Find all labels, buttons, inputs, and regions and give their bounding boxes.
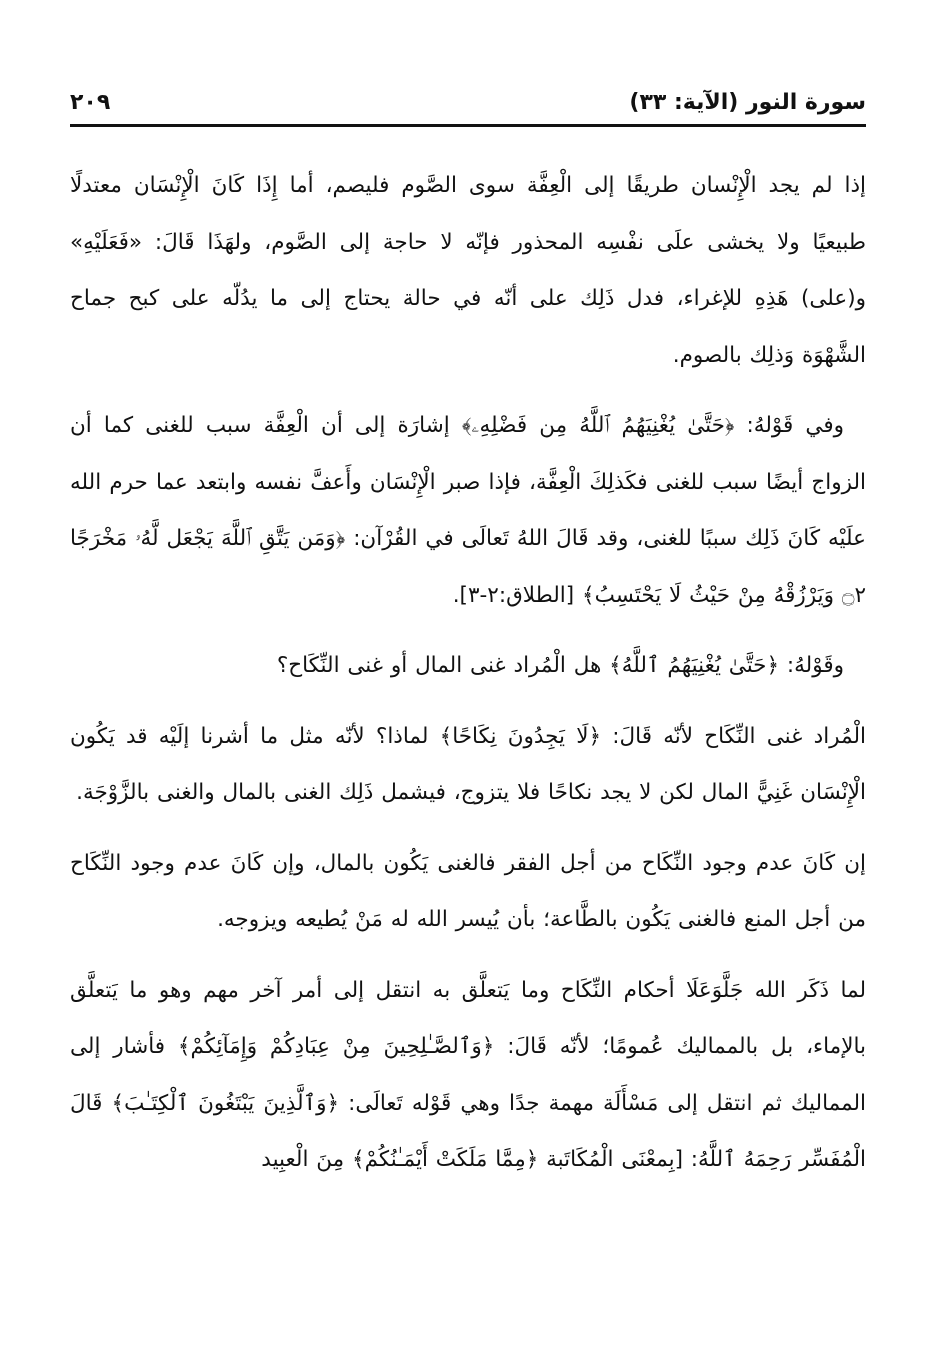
page-header [70, 88, 866, 124]
paragraph-4: الْمُراد غنى النِّكَاح لأنّه قَالَ: ﴿لَا يَجِدُونَ نِكَاحًا﴾ لماذا؟ لأنّه مثل ما أشرنا إلَيْه قد يَكُون الْإِنْسَان غَنِيًّ المال لكن لا يجد نكاحًا فلا يتزوج، فيشمل ذَلِك الغنى بالمال والغنى بالزَّوْجَة. [70, 723, 866, 805]
surah-title: سورة النور (الآية: ٣٣) [629, 90, 866, 115]
paragraph-3: وقَوْلهُ: ﴿حَتَّىٰ يُغْنِيَهُمُ ٱللَّهُ﴾ هل الْمُراد غنى المال أو غنى النِّكَاح؟ [276, 653, 844, 678]
header-divider [70, 124, 866, 127]
page-number: ٢٠٩ [70, 90, 111, 115]
paragraph-6: لما ذَكَر الله جَلَّوَعَلَا أحكام النِّكَاح وما يَتعلَّق به انتقل إلى أمر آخر مهم وهو ما يَتعلَّق بالإماء، بل بالمماليك عُمومًا؛ لأنّه قَالَ: ﴿وَٱلصَّـٰلِحِينَ مِنْ عِبَادِكُمْ وَإِمَآئِكُمْ﴾ فأشار إلى المماليك ثم انتقل إلى مَسْأَلَة مهمة جدًا وهي قَوْله تَعالَى: ﴿وَٱلَّذِينَ يَبْتَغُونَ ٱلْكِتَـٰبَ﴾ قَالَ الْمُفَسِّر رَحِمَهُ ٱللَّهُ: [بِمعْنَى الْمُكَاتَبة ﴿مِمَّا مَلَكَتْ أَيْمَـٰنُكُمْ﴾ مِنَ الْعبِيد [70, 977, 866, 1172]
paragraph-1: إذا لم يجد الْإِنْسان طريقًا إلى الْعِفَّة سوى الصَّوم فليصم، أما إِذَا كَانَ الْإِنْسَان معتدلًا طبيعيًا ولا يخشى علَى نفْسِه المحذور فإنّه لا حاجة إلى الصَّوم، ولهَذَا قَالَ: «فَعَلَيْهِ» و(على) هَذِهِ للإغراء، فدل ذَلِك على أنّه في حالة يحتاج إلى ما يدُلّه على كبح جماح الشَّهْوَة وَذلِك بالصوم. [70, 173, 866, 368]
document-body [70, 158, 866, 1203]
paragraph-5: إن كَانَ عدم وجود النِّكَاح من أجل الفقر فالغنى يَكُون بالمال، وإن كَانَ عدم وجود النِّكَاح من أجل المنع فالغنى يَكُون بالطَّاعة؛ بأن يُيسر الله له مَنْ يُطيعه ويزوجه. [70, 850, 866, 932]
paragraph-2: وفي قَوْلهُ: ﴿حَتَّىٰ يُغْنِيَهُمُ ٱللَّهُ مِن فَضْلِهِۦ﴾ إشارَة إلى أن الْعِفَّة سبب للغنى كما أن الزواج أيضًا سبب للغنى فكَذلِكَ الْعِفَّة، فإذا صبر الْإِنْسَان وأَعفَّ نفسه وابتعد عما حرم الله علَيْه كَانَ ذَلِك سببًا للغنى، وقد قَالَ اللهُ تَعالَى في القُرْآن: ﴿وَمَن يَتَّقِ ٱللَّهَ يَجْعَل لَّهُۥ مَخْرَجًا ۝٢ وَيَرْزُقْهُ مِنْ حَيْثُ لَا يَحْتَسِبُ﴾ [الطلاق:٢-٣]. [70, 413, 866, 608]
